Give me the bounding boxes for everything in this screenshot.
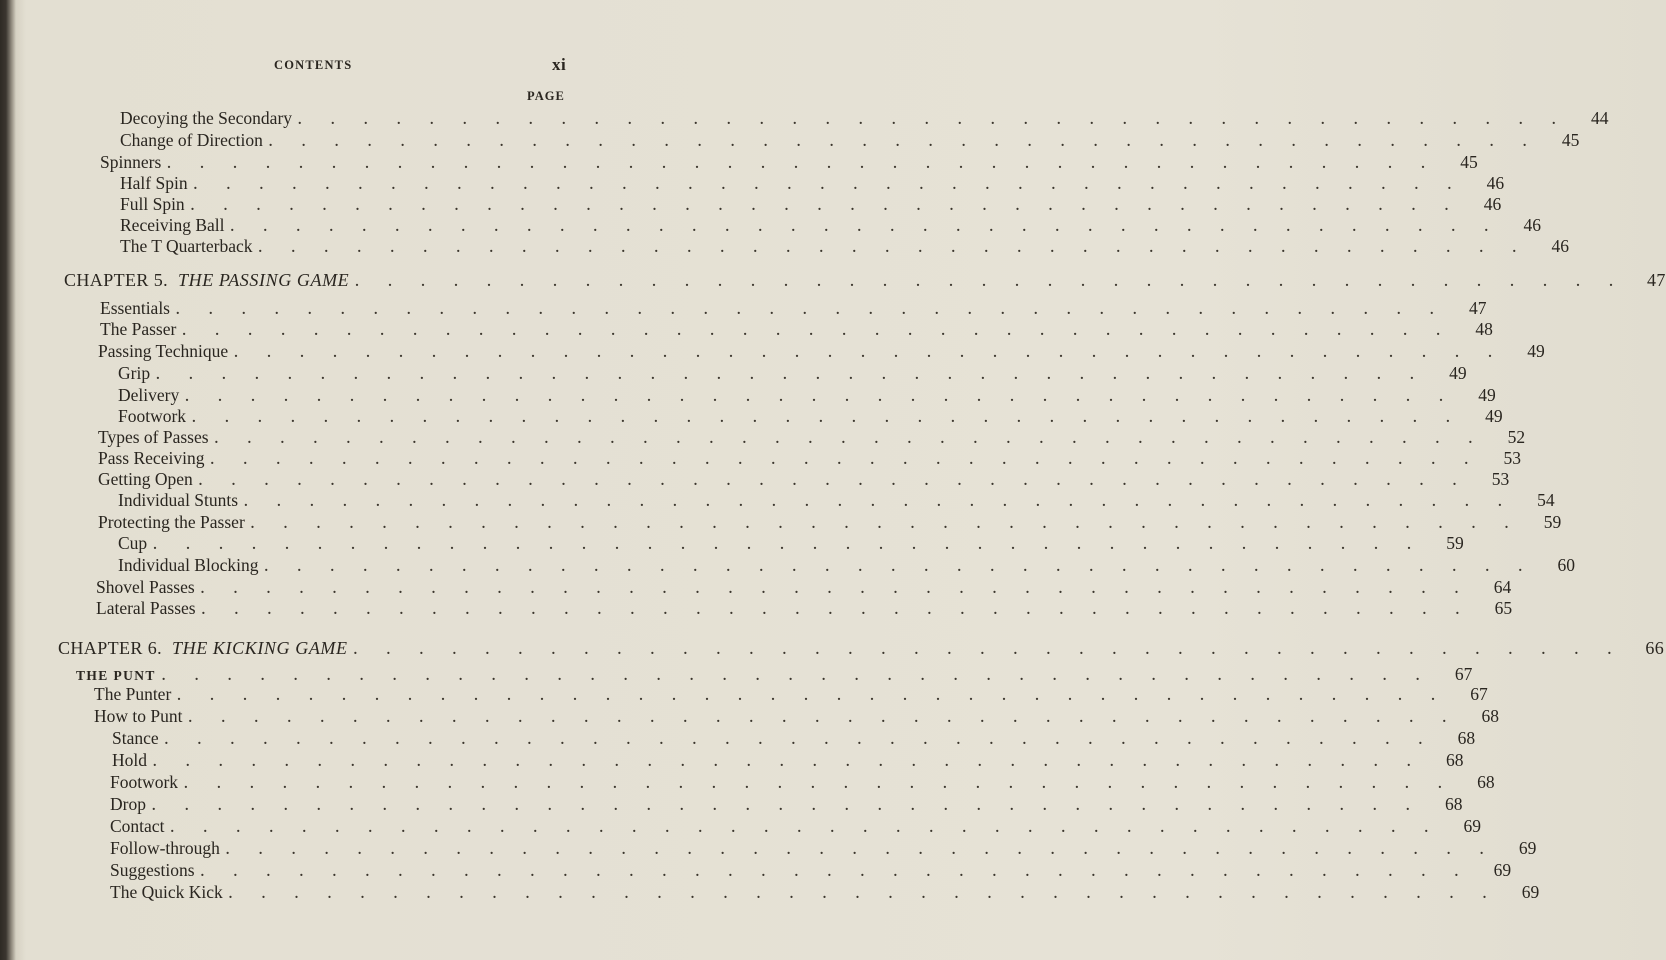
dot-leader: . . . . . . . . . . . . . . . . . . . . . . . . . . . . . . . . . . . . . . . bbox=[184, 777, 1455, 792]
toc-entry-label: Hold bbox=[112, 750, 147, 770]
toc-entry bbox=[120, 130, 1580, 152]
dot-leader: . . . . . . . . . . . . . . . . . . . . . . . . . . . . . . . . . . . . . . . bbox=[298, 113, 1569, 128]
toc-entry bbox=[110, 794, 1463, 816]
toc-entry-label: Decoying the Secondary bbox=[120, 108, 293, 128]
toc-entry-page: 53 bbox=[1491, 469, 1510, 489]
dot-leader: . . . . . . . . . . . . . . . . . . . . . . . . . . . . . . . . . . . . . . . bbox=[185, 390, 1456, 405]
toc-entry bbox=[110, 860, 1512, 882]
dot-leader: . . . . . . . . . . . . . . . . . . . . . . . . . . . . . . . . . . . . . . . bbox=[177, 689, 1448, 704]
toc-entry-label: Types of Passes bbox=[98, 427, 209, 447]
dot-leader: . . . . . . . . . . . . . . . . . . . . . . . . . . . . . . . . . . . . . . . bbox=[250, 517, 1522, 532]
dot-leader: . . . . . . . . . . . . . . . . . . . . . . . . . . . . . . . . . . . . . . . bbox=[151, 799, 1423, 814]
toc-entry bbox=[118, 555, 1575, 577]
dot-leader: . . . . . . . . . . . . . . . . . . . . . . . . . . . . . . . . . . . . . . . bbox=[193, 178, 1465, 193]
toc-entry-label: Pass Receiving bbox=[98, 448, 205, 468]
toc-entry bbox=[98, 427, 1526, 449]
toc-entry-label: Delivery bbox=[118, 385, 180, 405]
toc-entry-label: Full Spin bbox=[120, 194, 185, 214]
dot-leader: . . . . . . . . . . . . . . . . . . . . . . . . . . . . . . . . . . . . . . . bbox=[353, 643, 1625, 658]
toc-entry-label: Drop bbox=[110, 794, 146, 814]
toc-entry-label: Grip bbox=[118, 363, 151, 383]
toc-entry bbox=[110, 816, 1481, 838]
page-folio: xi bbox=[552, 55, 567, 74]
toc-entry bbox=[100, 298, 1487, 320]
dot-leader: . . . . . . . . . . . . . . . . . . . . . . . . . . . . . . . . . . . . . . . bbox=[230, 220, 1501, 235]
toc-entry-page: 46 bbox=[1483, 194, 1502, 214]
toc-entry-page: 59 bbox=[1446, 533, 1464, 553]
toc-entry-label: Follow-through bbox=[110, 838, 220, 858]
toc-entry-page: 69 bbox=[1521, 882, 1540, 902]
toc-entry-page: 49 bbox=[1485, 406, 1503, 426]
toc-entry-page: 45 bbox=[1460, 152, 1478, 172]
toc-entry-page: 68 bbox=[1446, 750, 1464, 770]
toc-entry bbox=[96, 598, 1513, 620]
chapter-title: THE PASSING GAME bbox=[178, 270, 350, 290]
toc-entry bbox=[110, 838, 1537, 860]
toc-entry-page: 45 bbox=[1561, 130, 1580, 150]
toc-entry-label: The T Quarterback bbox=[120, 236, 253, 256]
dot-leader: . . . . . . . . . . . . . . . . . . . . . . . . . . . . . . . . . . . . . . . bbox=[176, 303, 1447, 318]
toc-entry-label: Contact bbox=[110, 816, 165, 836]
toc-entry-label: Footwork bbox=[110, 772, 179, 792]
toc-entry bbox=[112, 728, 1476, 750]
toc-entry-page: 68 bbox=[1457, 728, 1476, 748]
dot-leader: . . . . . . . . . . . . . . . . . . . . . . . . . . . . . . . . . . . . . . . bbox=[153, 538, 1424, 553]
toc-entry bbox=[94, 706, 1499, 728]
toc-entry bbox=[118, 533, 1464, 555]
toc-entry-page: 53 bbox=[1503, 448, 1521, 468]
dot-leader: . . . . . . . . . . . . . . . . . . . . . . . . . . . . . . . . . . . . . . . bbox=[200, 582, 1472, 597]
toc-entry bbox=[98, 469, 1510, 491]
toc-entry-label: Spinners bbox=[100, 152, 162, 172]
toc-entry bbox=[120, 173, 1505, 195]
dot-leader: . . . . . . . . . . . . . . . . . . . . . . . . . . . . . . . . . . . . . . . bbox=[200, 865, 1472, 880]
toc-entry-label: Change of Direction bbox=[120, 130, 263, 150]
dot-leader: . . . . . . . . . . . . . . . . . . . . . . . . . . . . . . . . . . . . . . . bbox=[225, 843, 1497, 858]
toc-entry-page: 67 bbox=[1454, 664, 1473, 684]
toc-entry-label: THE PUNT bbox=[76, 668, 156, 683]
toc-entry bbox=[120, 236, 1569, 258]
dot-leader: . . . . . . . . . . . . . . . . . . . . . . . . . . . . . . . . . . . . . . . bbox=[170, 821, 1441, 836]
toc-entry bbox=[110, 772, 1495, 794]
toc-entry-label: Protecting the Passer bbox=[98, 512, 245, 532]
toc-entry-label: Passing Technique bbox=[98, 341, 229, 361]
toc-entry-label: Receiving Ball bbox=[120, 215, 225, 235]
toc-entry-label: Individual Stunts bbox=[118, 490, 239, 510]
toc-entry-page: 47 bbox=[1646, 270, 1666, 290]
toc-entry-label: The Passer bbox=[100, 319, 177, 339]
dot-leader: . . . . . . . . . . . . . . . . . . . . . . . . . . . . . . . . . . . . . . . bbox=[190, 199, 1462, 214]
toc-entry bbox=[120, 194, 1502, 216]
toc-entry bbox=[110, 882, 1540, 904]
toc-entry-page: 44 bbox=[1591, 108, 1609, 128]
toc-entry-page: 46 bbox=[1523, 215, 1541, 235]
chapter-heading bbox=[58, 638, 1665, 660]
dot-leader: . . . . . . . . . . . . . . . . . . . . . . . . . . . . . . . . . . . . . . . bbox=[182, 324, 1453, 339]
chapter-title: THE KICKING GAME bbox=[172, 638, 348, 658]
dot-leader: . . . . . . . . . . . . . . . . . . . . . . . . . . . . . . . . . . . . . . . bbox=[198, 474, 1470, 489]
toc-entry-label: Stance bbox=[112, 728, 159, 748]
toc-entry-page: 49 bbox=[1527, 341, 1545, 361]
toc-entry bbox=[118, 385, 1496, 407]
dot-leader: . . . . . . . . . . . . . . . . . . . . . . . . . . . . . . . . . . . . . . . bbox=[167, 157, 1438, 172]
dot-leader: . . . . . . . . . . . . . . . . . . . . . . . . . . . . . . . . . . . . . . . bbox=[264, 560, 1535, 575]
toc-entry-page: 59 bbox=[1543, 512, 1562, 532]
toc-entry-page: 68 bbox=[1481, 706, 1499, 726]
toc-entry bbox=[118, 406, 1503, 428]
dot-leader: . . . . . . . . . . . . . . . . . . . . . . . . . . . . . . . . . . . . . . . bbox=[164, 733, 1436, 748]
toc-entry bbox=[112, 750, 1464, 772]
dot-leader: . . . . . . . . . . . . . . . . . . . . . . . . . . . . . . . . . . . . . . . bbox=[210, 453, 1481, 468]
toc-entry-label: Cup bbox=[118, 533, 148, 553]
toc-entry-page: 68 bbox=[1444, 794, 1463, 814]
toc-entry bbox=[76, 664, 1473, 686]
toc-entry-page: 54 bbox=[1537, 490, 1555, 510]
page-column-label: PAGE bbox=[527, 89, 565, 103]
toc-entry bbox=[98, 448, 1521, 470]
toc-entry-label: Shovel Passes bbox=[96, 577, 195, 597]
dot-leader: . . . . . . . . . . . . . . . . . . . . . . . . . . . . . . . . . . . . . . . bbox=[192, 411, 1463, 426]
toc-entry-label: Getting Open bbox=[98, 469, 193, 489]
chapter-heading bbox=[64, 270, 1666, 292]
toc-entry-label: The Punter bbox=[94, 684, 172, 704]
toc-entry-label: Suggestions bbox=[110, 860, 195, 880]
toc-entry-label: How to Punt bbox=[94, 706, 183, 726]
chapter-number: CHAPTER 6. bbox=[58, 638, 163, 658]
toc-entry-label: Footwork bbox=[118, 406, 187, 426]
toc-entry bbox=[98, 512, 1562, 534]
toc-entry-page: 48 bbox=[1475, 319, 1493, 339]
dot-leader: . . . . . . . . . . . . . . . . . . . . . . . . . . . . . . . . . . . . . . . bbox=[188, 711, 1459, 726]
dot-leader: . . . . . . . . . . . . . . . . . . . . . . . . . . . . . . . . . . . . . . . bbox=[355, 275, 1626, 290]
toc-entry bbox=[120, 108, 1609, 130]
toc-entry bbox=[118, 490, 1555, 512]
dot-leader: . . . . . . . . . . . . . . . . . . . . . . . . . . . . . . . . . . . . . . . bbox=[214, 432, 1486, 447]
toc-entry-page: 67 bbox=[1470, 684, 1488, 704]
toc-entry bbox=[94, 684, 1488, 706]
toc-entry bbox=[100, 152, 1478, 174]
toc-entry-label: The Quick Kick bbox=[110, 882, 223, 902]
toc-entry-page: 69 bbox=[1518, 838, 1537, 858]
toc-entry-page: 66 bbox=[1645, 638, 1665, 658]
toc-entry-page: 46 bbox=[1551, 236, 1569, 256]
dot-leader: . . . . . . . . . . . . . . . . . . . . . . . . . . . . . . . . . . . . . . . bbox=[153, 755, 1424, 770]
dot-leader: . . . . . . . . . . . . . . . . . . . . . . . . . . . . . . . . . . . . . . . bbox=[201, 603, 1473, 618]
dot-leader: . . . . . . . . . . . . . . . . . . . . . . . . . . . . . . . . . . . . . . . bbox=[228, 887, 1500, 902]
toc-entry-page: 69 bbox=[1493, 860, 1512, 880]
book-page bbox=[16, 0, 1666, 960]
chapter-number: CHAPTER 5. bbox=[64, 270, 169, 290]
toc-entry-page: 60 bbox=[1557, 555, 1575, 575]
toc-entry-page: 65 bbox=[1494, 598, 1513, 618]
dot-leader: . . . . . . . . . . . . . . . . . . . . . . . . . . . . . . . . . . . . . . . bbox=[161, 669, 1433, 684]
toc-entry-label: Half Spin bbox=[120, 173, 188, 193]
toc-entry bbox=[98, 341, 1545, 363]
dot-leader: . . . . . . . . . . . . . . . . . . . . . . . . . . . . . . . . . . . . . . . bbox=[234, 346, 1505, 361]
toc-entry bbox=[118, 363, 1467, 385]
toc-entry-label: Lateral Passes bbox=[96, 598, 196, 618]
toc-entry-page: 68 bbox=[1477, 772, 1495, 792]
dot-leader: . . . . . . . . . . . . . . . . . . . . . . . . . . . . . . . . . . . . . . . bbox=[268, 135, 1540, 150]
dot-leader: . . . . . . . . . . . . . . . . . . . . . . . . . . . . . . . . . . . . . . . bbox=[258, 241, 1529, 256]
toc-entry-page: 46 bbox=[1486, 173, 1505, 193]
toc-entry-page: 69 bbox=[1463, 816, 1481, 836]
toc-entry-label: Individual Blocking bbox=[118, 555, 259, 575]
toc-entry-page: 47 bbox=[1469, 298, 1487, 318]
toc-entry bbox=[96, 577, 1512, 599]
toc-entry-page: 49 bbox=[1478, 385, 1496, 405]
toc-entry-page: 52 bbox=[1507, 427, 1526, 447]
running-head: CONTENTS bbox=[274, 58, 353, 72]
toc-entry-page: 49 bbox=[1449, 363, 1467, 383]
contents-list bbox=[16, 0, 1666, 960]
dot-leader: . . . . . . . . . . . . . . . . . . . . . . . . . . . . . . . . . . . . . . . bbox=[156, 368, 1427, 383]
toc-entry-label: Essentials bbox=[100, 298, 170, 318]
dot-leader: . . . . . . . . . . . . . . . . . . . . . . . . . . . . . . . . . . . . . . . bbox=[244, 495, 1515, 510]
toc-entry-page: 64 bbox=[1493, 577, 1512, 597]
toc-entry bbox=[120, 215, 1541, 237]
toc-entry bbox=[100, 319, 1493, 341]
